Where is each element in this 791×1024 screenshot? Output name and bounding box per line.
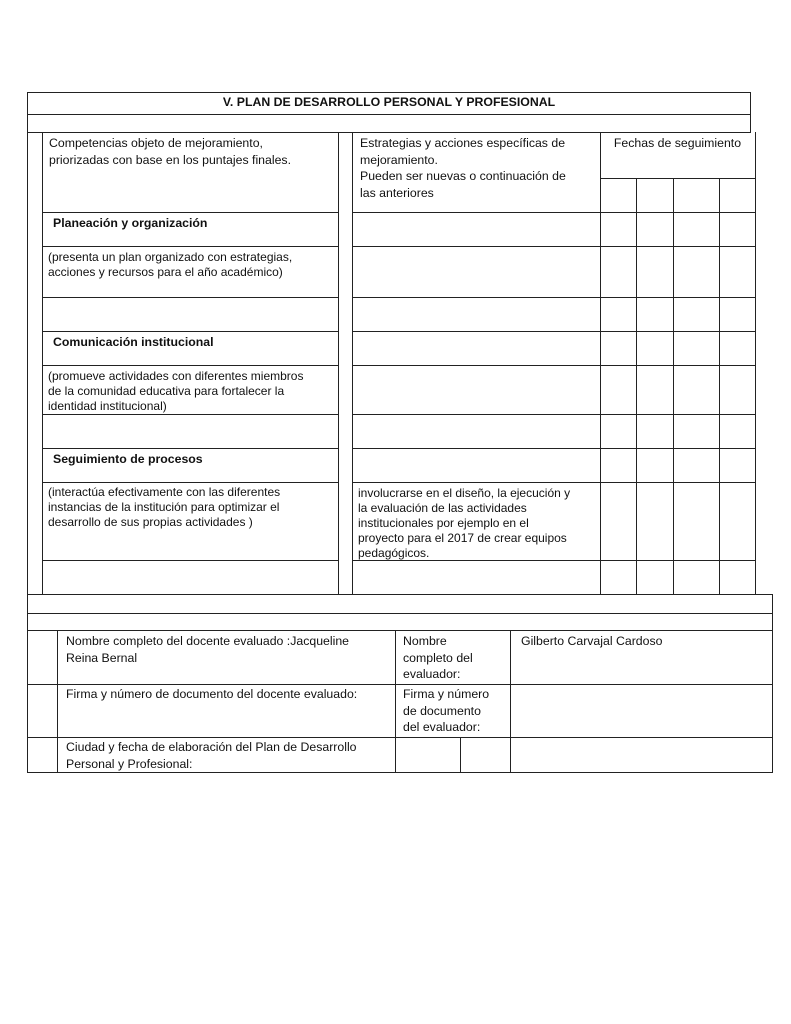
competencia-description: (promueve actividades con diferentes miembros de la comunidad educativa para fortalecer la identidad institucional): [48, 369, 304, 413]
competencia-description: (interactúa efectivamente con las diferentes instancias de la institución para optimizar el desarrollo de sus propias actividades ): [48, 485, 281, 529]
evaluador-name: Gilberto Carvajal Cardoso: [521, 634, 663, 648]
firma-evaluador-label: Firma y número de documento del evaluador:: [403, 687, 490, 734]
evaluador-label: Nombre completo del evaluador:: [403, 634, 473, 681]
competencia-name: Comunicación institucional: [53, 335, 214, 349]
header-competencias: Competencias objeto de mejoramiento, priorizadas con base en los puntajes finales.: [49, 136, 291, 167]
competencia-name: Seguimiento de procesos: [53, 452, 203, 466]
page-title: V. PLAN DE DESARROLLO PERSONAL Y PROFESIONAL: [222, 95, 556, 109]
competencia-description: (presenta un plan organizado con estrategias, acciones y recursos para el año académico): [48, 250, 293, 279]
docente-evaluado-label: Nombre completo del docente evaluado :Jacqueline Reina Bernal: [66, 634, 350, 665]
competencia-name: Planeación y organización: [53, 216, 208, 230]
ciudad-fecha-label: Ciudad y fecha de elaboración del Plan de Desarrollo Personal y Profesional:: [66, 740, 357, 771]
header-fechas: Fechas de seguimiento: [613, 136, 742, 150]
header-estrategias: Estrategias y acciones específicas de mejoramiento. Pueden ser nuevas o continuación de las anteriores: [360, 136, 566, 200]
strategy-text: involucrarse en el diseño, la ejecución y la evaluación de las actividades institucionales por ejemplo en el proyecto para el 2017 de crear equipos pedagógicos.: [358, 486, 571, 560]
firma-docente-label: Firma y número de documento del docente evaluado:: [66, 687, 358, 701]
